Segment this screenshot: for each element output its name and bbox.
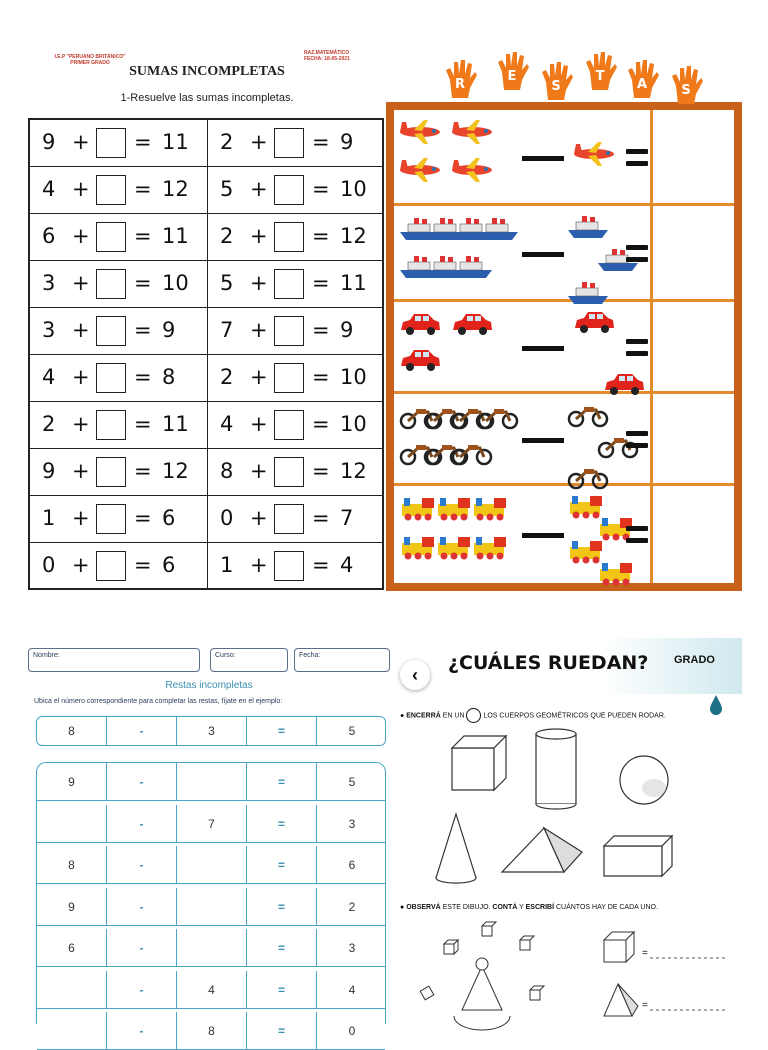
airplane-icon bbox=[450, 118, 494, 146]
hand-letter: T bbox=[595, 69, 605, 84]
sum-row bbox=[30, 167, 382, 214]
car-icon bbox=[398, 310, 442, 338]
instr1-mid: EN UN bbox=[440, 712, 467, 720]
ship-icon bbox=[450, 252, 494, 280]
equals-sign: = bbox=[312, 412, 330, 436]
sum-cell bbox=[30, 355, 208, 401]
minus-sign bbox=[522, 346, 564, 351]
date-label: Fecha: bbox=[299, 652, 321, 659]
table-row bbox=[37, 805, 385, 843]
sum-cell bbox=[30, 543, 208, 590]
restas-grid bbox=[394, 110, 734, 583]
table-row bbox=[37, 971, 385, 1009]
airplane-icon bbox=[572, 140, 616, 168]
instr1-rest: LOS CUERPOS GEOMÉTRICOS QUE PUEDEN RODAR. bbox=[483, 712, 666, 720]
answer-cube-icon bbox=[604, 932, 634, 962]
sum-cell bbox=[30, 449, 208, 495]
addend: 5 bbox=[220, 177, 234, 201]
back-button[interactable]: ‹ bbox=[400, 660, 430, 690]
worksheet-meta bbox=[304, 50, 384, 62]
minus-cell: - bbox=[107, 805, 177, 842]
blank-cell[interactable] bbox=[37, 805, 107, 842]
equals-sign: = bbox=[134, 365, 152, 389]
addend: 3 bbox=[42, 318, 56, 342]
equals-sign: = bbox=[134, 130, 152, 154]
equals-sign bbox=[626, 245, 648, 263]
cube-icon bbox=[452, 736, 506, 790]
instr2-mid2: Y bbox=[517, 904, 526, 911]
subtraction-row bbox=[394, 110, 734, 206]
answer-cell[interactable] bbox=[653, 486, 734, 583]
number-cell: 4 bbox=[177, 971, 247, 1008]
sum-cell bbox=[208, 214, 382, 260]
motorcycle-icon bbox=[476, 402, 520, 430]
addend: 3 bbox=[42, 271, 56, 295]
minus-cell: - bbox=[107, 1012, 177, 1049]
equals-sign bbox=[626, 431, 648, 449]
prism-icon bbox=[604, 836, 672, 876]
sum-row bbox=[30, 214, 382, 261]
result: 12 bbox=[162, 177, 189, 201]
sum-cell bbox=[208, 543, 382, 590]
answer-equals-1: = bbox=[642, 948, 648, 959]
subtraction-row bbox=[394, 394, 734, 486]
circle-icon bbox=[466, 708, 481, 723]
equals-sign: = bbox=[312, 271, 330, 295]
ship-icon bbox=[566, 212, 610, 240]
plus-sign: + bbox=[250, 318, 268, 342]
number-cell: 0 bbox=[348, 1024, 356, 1038]
result: 10 bbox=[340, 412, 367, 436]
sumas-grid bbox=[28, 118, 384, 590]
car-icon bbox=[398, 346, 442, 374]
instr2-rest: CUÁNTOS HAY DE CADA UNO. bbox=[554, 904, 658, 911]
addend: 1 bbox=[42, 506, 56, 530]
answer-box[interactable] bbox=[96, 363, 126, 393]
counting-drawing bbox=[392, 918, 742, 1024]
equals-sign: = bbox=[134, 271, 152, 295]
equals-cell: = bbox=[247, 971, 317, 1008]
clown-icon bbox=[454, 958, 510, 1030]
train-icon bbox=[470, 533, 514, 561]
sum-row bbox=[30, 120, 382, 167]
result: 6 bbox=[162, 553, 176, 577]
airplane-icon bbox=[398, 156, 442, 184]
cuales-ruedan-worksheet bbox=[392, 638, 742, 1024]
addend: 1 bbox=[220, 553, 234, 577]
addend: 0 bbox=[220, 506, 234, 530]
equals-sign: = bbox=[312, 177, 330, 201]
addend: 2 bbox=[220, 224, 234, 248]
result: 10 bbox=[162, 271, 189, 295]
hand-letter: A bbox=[636, 77, 648, 92]
result: 11 bbox=[162, 130, 189, 154]
addend: 2 bbox=[220, 365, 234, 389]
answer-box[interactable] bbox=[96, 316, 126, 346]
equals-sign: = bbox=[312, 224, 330, 248]
hand-letter: S bbox=[551, 79, 561, 94]
addend: 7 bbox=[220, 318, 234, 342]
minus-cell: - bbox=[107, 763, 177, 800]
course-label: Curso: bbox=[215, 652, 236, 659]
answer-box[interactable] bbox=[274, 363, 304, 393]
course-field[interactable] bbox=[210, 648, 288, 672]
hand-letter: E bbox=[507, 69, 517, 84]
date-label: FECHA: 18-05-2021 bbox=[304, 56, 350, 62]
addend: 6 bbox=[42, 224, 56, 248]
geometric-shapes bbox=[392, 728, 742, 888]
equals-cell: = bbox=[247, 888, 317, 925]
result: 12 bbox=[340, 459, 367, 483]
equals-sign: = bbox=[134, 459, 152, 483]
sum-row bbox=[30, 449, 382, 496]
equals-sign: = bbox=[312, 318, 330, 342]
number-cell: 3 bbox=[348, 941, 356, 955]
result: 9 bbox=[162, 318, 176, 342]
cone-icon bbox=[436, 814, 476, 883]
restas-incompletas-worksheet bbox=[28, 638, 390, 1038]
number-cell: 5 bbox=[348, 775, 356, 789]
number-cell: 5 bbox=[348, 724, 356, 738]
equals-sign: = bbox=[134, 412, 152, 436]
equals-sign: = bbox=[134, 506, 152, 530]
table-row bbox=[37, 929, 385, 967]
answer-box[interactable] bbox=[274, 504, 304, 534]
addend: 8 bbox=[220, 459, 234, 483]
result: 10 bbox=[340, 365, 367, 389]
name-field[interactable] bbox=[28, 648, 200, 672]
number-cell: 2 bbox=[348, 899, 356, 914]
sum-cell bbox=[208, 355, 382, 401]
sum-cell bbox=[30, 496, 208, 542]
equals-cell: = bbox=[247, 763, 317, 800]
sum-cell bbox=[30, 214, 208, 260]
blank-cell[interactable] bbox=[37, 971, 107, 1008]
date-field[interactable] bbox=[294, 648, 390, 672]
answer-cell[interactable] bbox=[653, 110, 734, 203]
minus-sign bbox=[522, 252, 564, 257]
ruedan-title: ¿CUÁLES RUEDAN? bbox=[448, 652, 649, 674]
result: 11 bbox=[162, 224, 189, 248]
instruction-encircle bbox=[400, 708, 730, 723]
minus-cell: - bbox=[107, 888, 177, 925]
blank-cell[interactable] bbox=[177, 763, 247, 800]
result: 9 bbox=[340, 130, 354, 154]
answer-cell[interactable] bbox=[653, 394, 734, 483]
hand-letter: S bbox=[681, 83, 691, 98]
sum-cell bbox=[208, 167, 382, 213]
sum-cell bbox=[30, 120, 208, 166]
result: 12 bbox=[162, 459, 189, 483]
answer-box[interactable] bbox=[96, 551, 126, 581]
restas-table bbox=[36, 762, 386, 1038]
equals-sign: = bbox=[312, 459, 330, 483]
motorcycle-icon bbox=[450, 438, 494, 466]
table-row bbox=[37, 846, 385, 884]
minus-cell: - bbox=[107, 717, 177, 745]
equals-sign: = bbox=[134, 224, 152, 248]
answer-box[interactable] bbox=[96, 504, 126, 534]
small-cube-icon bbox=[420, 986, 434, 1000]
hand-letter-icon bbox=[442, 58, 478, 100]
subtraction-row bbox=[394, 206, 734, 302]
blank-cell[interactable] bbox=[177, 846, 247, 883]
number-cell: 3 bbox=[177, 717, 247, 745]
result: 6 bbox=[162, 506, 176, 530]
equals-sign bbox=[626, 149, 648, 167]
equals-cell: = bbox=[247, 1012, 317, 1049]
minus-sign bbox=[522, 156, 564, 161]
grade-label: PRIMER GRADO bbox=[70, 60, 110, 66]
small-cube-icon bbox=[444, 940, 458, 954]
plus-sign: + bbox=[72, 318, 90, 342]
subtraction-row bbox=[394, 486, 734, 583]
bullet-icon: ● bbox=[400, 904, 405, 911]
plus-sign: + bbox=[72, 177, 90, 201]
answer-box[interactable] bbox=[96, 175, 126, 205]
plus-sign: + bbox=[250, 553, 268, 577]
sum-cell bbox=[208, 402, 382, 448]
table-row bbox=[37, 888, 385, 926]
result: 4 bbox=[340, 553, 354, 577]
sum-cell bbox=[208, 449, 382, 495]
train-icon bbox=[596, 559, 640, 587]
answer-box[interactable] bbox=[274, 551, 304, 581]
hand-letter-icon bbox=[538, 60, 574, 102]
answer-box[interactable] bbox=[274, 175, 304, 205]
restas-incompletas-instruction: Ubica el número correspondiente para completar las restas, fíjate en el ejemplo: bbox=[34, 698, 283, 705]
equals-sign: = bbox=[312, 365, 330, 389]
answer-box[interactable] bbox=[96, 222, 126, 252]
equals-cell: = bbox=[247, 929, 317, 966]
addend: 9 bbox=[42, 130, 56, 154]
sumas-worksheet bbox=[28, 46, 386, 591]
small-cube-icon bbox=[482, 922, 496, 936]
pyramid-icon bbox=[502, 828, 582, 872]
sum-row bbox=[30, 308, 382, 355]
number-cell: 6 bbox=[348, 858, 356, 872]
sphere-icon bbox=[620, 756, 668, 804]
blank-cell[interactable] bbox=[177, 888, 247, 925]
equals-sign: = bbox=[134, 177, 152, 201]
instr2-mid1: ESTE DIBUJO. bbox=[440, 904, 493, 911]
answer-pyramid-icon bbox=[604, 984, 638, 1016]
equals-cell: = bbox=[247, 805, 317, 842]
equals-sign bbox=[626, 339, 648, 357]
instr2-bold3: ESCRIBÍ bbox=[525, 904, 555, 911]
cylinder-icon bbox=[536, 729, 576, 809]
plus-sign: + bbox=[250, 506, 268, 530]
number-cell: 3 bbox=[348, 816, 356, 831]
sum-cell bbox=[30, 402, 208, 448]
addend: 5 bbox=[220, 271, 234, 295]
plus-sign: + bbox=[250, 224, 268, 248]
answer-box[interactable] bbox=[274, 410, 304, 440]
answer-cell[interactable] bbox=[653, 302, 734, 391]
answer-box[interactable] bbox=[96, 457, 126, 487]
sum-cell bbox=[30, 167, 208, 213]
number-cell: 8 bbox=[177, 1012, 247, 1049]
number-cell: 9 bbox=[37, 763, 107, 800]
motorcycle-icon bbox=[566, 400, 610, 428]
small-cube-icon bbox=[520, 936, 534, 950]
sum-cell bbox=[208, 496, 382, 542]
instr1-bold: ENCERRÁ bbox=[406, 712, 441, 720]
addend: 0 bbox=[42, 553, 56, 577]
train-icon bbox=[470, 494, 514, 522]
sum-row bbox=[30, 496, 382, 543]
sum-cell bbox=[30, 261, 208, 307]
plus-sign: + bbox=[250, 271, 268, 295]
equals-cell: = bbox=[247, 717, 317, 745]
sumas-instruction: 1-Resuelve las sumas incompletas. bbox=[120, 92, 294, 104]
result: 11 bbox=[162, 412, 189, 436]
plus-sign: + bbox=[250, 130, 268, 154]
subtraction-row bbox=[394, 302, 734, 394]
table-row bbox=[37, 763, 385, 801]
equals-sign: = bbox=[312, 130, 330, 154]
plus-sign: + bbox=[250, 177, 268, 201]
airplane-icon bbox=[398, 118, 442, 146]
hand-letter: R bbox=[454, 77, 466, 92]
addend: 4 bbox=[220, 412, 234, 436]
minus-cell: - bbox=[107, 971, 177, 1008]
plus-sign: + bbox=[72, 365, 90, 389]
restas-frame bbox=[386, 102, 742, 591]
addend: 2 bbox=[220, 130, 234, 154]
plus-sign: + bbox=[250, 459, 268, 483]
number-cell: 9 bbox=[37, 888, 107, 925]
result: 11 bbox=[340, 271, 367, 295]
ruedan-grade: GRADO bbox=[674, 654, 715, 666]
addend: 4 bbox=[42, 177, 56, 201]
number-cell: 7 bbox=[177, 805, 247, 842]
plus-sign: + bbox=[72, 130, 90, 154]
sum-cell bbox=[30, 308, 208, 354]
sum-row bbox=[30, 261, 382, 308]
ship-icon bbox=[476, 214, 520, 242]
hand-letter-icon bbox=[624, 58, 660, 100]
minus-cell: - bbox=[107, 846, 177, 883]
sumas-title: SUMAS INCOMPLETAS bbox=[129, 64, 285, 79]
plus-sign: + bbox=[72, 271, 90, 295]
addend: 2 bbox=[42, 412, 56, 436]
equals-sign: = bbox=[134, 318, 152, 342]
plus-sign: + bbox=[72, 553, 90, 577]
answer-equals-2: = bbox=[642, 1000, 648, 1011]
bullet-icon: ● bbox=[400, 712, 405, 720]
answer-box[interactable] bbox=[96, 410, 126, 440]
answer-box[interactable] bbox=[96, 128, 126, 158]
answer-box[interactable] bbox=[96, 269, 126, 299]
hand-letter-icon bbox=[582, 50, 618, 92]
example-row-cells bbox=[37, 717, 385, 745]
answer-box[interactable] bbox=[274, 457, 304, 487]
instr2-bold1: OBSERVÁ bbox=[406, 904, 441, 911]
plus-sign: + bbox=[72, 459, 90, 483]
equals-sign: = bbox=[312, 506, 330, 530]
school-label: I.E.P "PERUANO BRITÁNICO" bbox=[54, 54, 126, 60]
answer-box[interactable] bbox=[274, 316, 304, 346]
addend: 4 bbox=[42, 365, 56, 389]
restas-incompletas-title: Restas incompletas bbox=[165, 680, 253, 691]
plus-sign: + bbox=[72, 224, 90, 248]
sum-row bbox=[30, 355, 382, 402]
answer-box[interactable] bbox=[274, 128, 304, 158]
result: 8 bbox=[162, 365, 176, 389]
equals-sign bbox=[626, 526, 648, 544]
answer-box[interactable] bbox=[274, 269, 304, 299]
sum-cell bbox=[208, 308, 382, 354]
number-cell: 8 bbox=[37, 846, 107, 883]
answer-box[interactable] bbox=[274, 222, 304, 252]
hand-letter-icon bbox=[494, 50, 530, 92]
name-label: Nombre: bbox=[33, 652, 60, 659]
blank-cell[interactable] bbox=[37, 1012, 107, 1049]
result: 7 bbox=[340, 506, 354, 530]
plus-sign: + bbox=[250, 365, 268, 389]
answer-cell[interactable] bbox=[653, 206, 734, 299]
restas-worksheet bbox=[386, 46, 742, 591]
blank-cell[interactable] bbox=[177, 929, 247, 966]
equals-cell: = bbox=[247, 846, 317, 883]
subject-label: RAZ.MATEMÁTICO bbox=[304, 50, 350, 56]
car-icon bbox=[450, 310, 494, 338]
minus-cell: - bbox=[107, 929, 177, 966]
table-row bbox=[37, 1012, 385, 1050]
example-row bbox=[36, 716, 386, 746]
sum-row bbox=[30, 543, 382, 590]
small-cube-icon bbox=[530, 986, 544, 1000]
number-cell: 4 bbox=[348, 982, 356, 997]
plus-sign: + bbox=[72, 506, 90, 530]
sum-cell bbox=[208, 261, 382, 307]
minus-sign bbox=[522, 438, 564, 443]
instruction-count bbox=[400, 904, 730, 911]
minus-sign bbox=[522, 533, 564, 538]
number-cell: 6 bbox=[37, 929, 107, 966]
plus-sign: + bbox=[250, 412, 268, 436]
equals-sign: = bbox=[134, 553, 152, 577]
number-cell: 8 bbox=[37, 717, 107, 745]
result: 10 bbox=[340, 177, 367, 201]
car-icon bbox=[572, 308, 616, 336]
equals-sign: = bbox=[312, 553, 330, 577]
airplane-icon bbox=[450, 156, 494, 184]
addend: 9 bbox=[42, 459, 56, 483]
sum-row bbox=[30, 402, 382, 449]
result: 12 bbox=[340, 224, 367, 248]
result: 9 bbox=[340, 318, 354, 342]
instr2-bold2: CONTÁ bbox=[492, 904, 518, 911]
hand-letter-icon bbox=[668, 64, 704, 106]
sum-cell bbox=[208, 120, 382, 166]
plus-sign: + bbox=[72, 412, 90, 436]
